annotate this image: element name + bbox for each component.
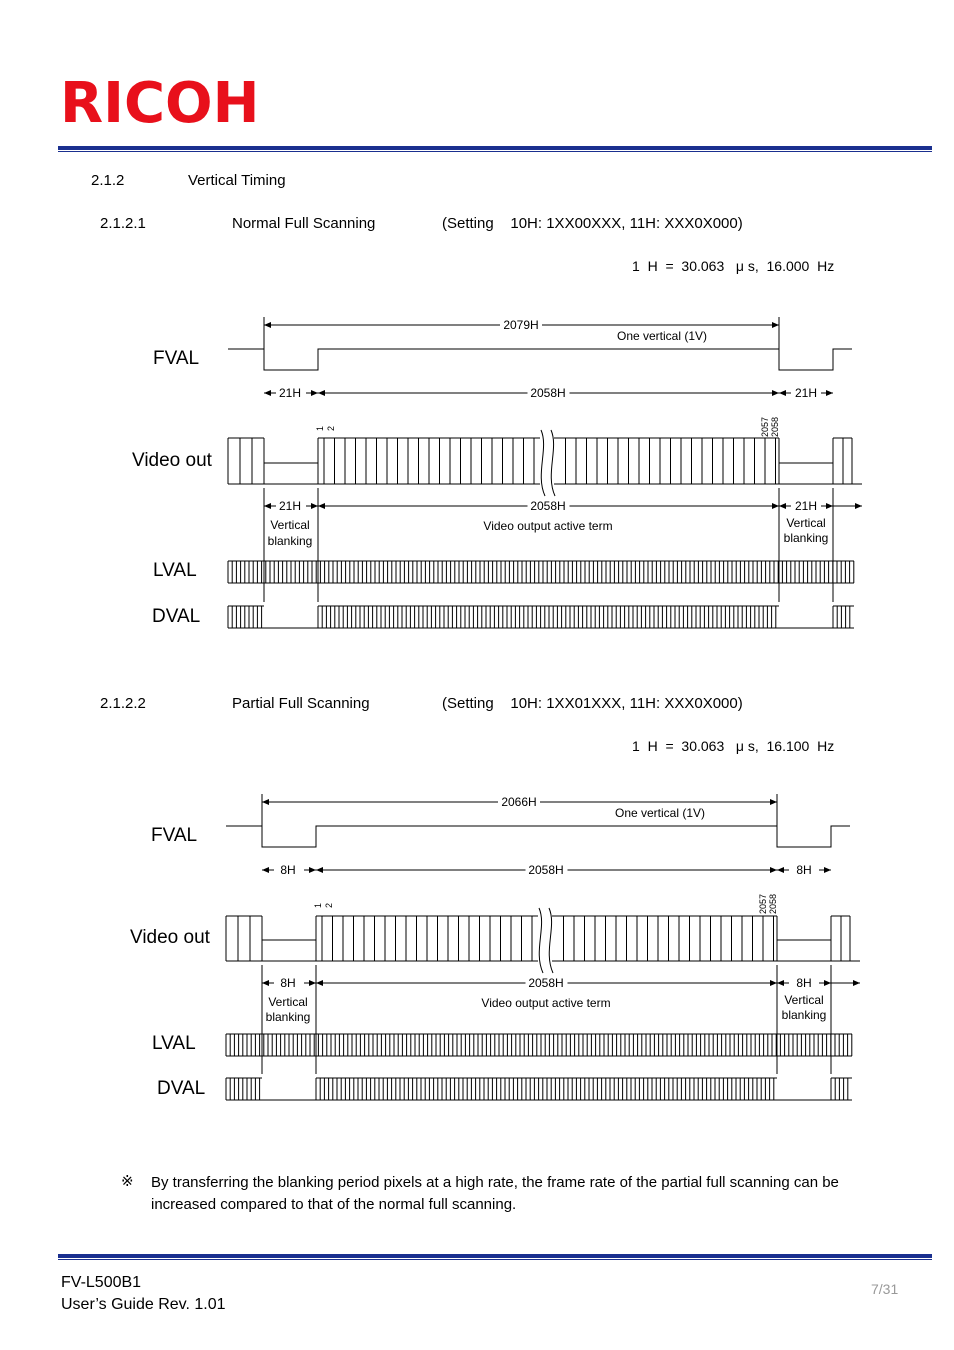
partial-active-top: 2058H xyxy=(528,863,564,877)
normal-dim-total-arrow-left xyxy=(264,322,271,328)
partial-dim-blank-right-arrow-left xyxy=(777,867,784,873)
normal-fval-label: FVAL xyxy=(153,348,200,369)
partial-dim-total-arrow-right xyxy=(770,799,777,805)
partial-lval-label: LVAL xyxy=(152,1033,196,1054)
partial-vb-right-1: Vertical xyxy=(784,993,824,1007)
normal-dim-active-2-arrow-right xyxy=(772,503,779,509)
normal-dim-blank-left-arrow-left xyxy=(264,390,271,396)
partial-blank-left: 8H xyxy=(280,863,296,877)
normal-one-vertical: One vertical (1V) xyxy=(616,329,708,343)
partial-dim-active-arrow-left xyxy=(316,867,323,873)
partial-vb-left-2: blanking xyxy=(265,1010,311,1024)
normal-blank-right: 21H xyxy=(794,386,818,400)
normal-dim-blank-right-arrow-left xyxy=(779,390,786,396)
partial-active-bottom: 2058H xyxy=(528,976,564,990)
normal-lval-label: LVAL xyxy=(153,560,197,581)
normal-blank-left: 21H xyxy=(278,386,302,400)
partial-title: Partial Full Scanning xyxy=(232,695,370,712)
partial-dim-blank-right-2-arrow-left xyxy=(777,980,784,986)
partial-dim-blank-right-2-arrow-right xyxy=(824,980,831,986)
partial-fval-label: FVAL xyxy=(151,825,198,846)
section-number: 2.1.2 xyxy=(91,172,125,189)
normal-fval-wave xyxy=(228,349,852,370)
partial-vb-left-1: Vertical xyxy=(268,995,308,1009)
normal-total-label: 2079H xyxy=(503,318,539,332)
partial-blank-right: 8H xyxy=(796,863,812,877)
partial-dim-total-arrow-left xyxy=(262,799,269,805)
partial-blank-right-2: 8H xyxy=(796,976,812,990)
normal-active-top: 2058H xyxy=(530,386,566,400)
note-text: By transferring the blanking period pixels at a high rate, the frame rate of the partial full scanning can be increased compared to that of the normal full scanning. xyxy=(151,1174,839,1213)
partial-line-2: 2 xyxy=(324,902,334,908)
normal-blank-right-2: 21H xyxy=(794,499,818,513)
normal-rate: 1 H = 30.063 μ s, 16.000 Hz xyxy=(632,258,835,274)
normal-dim-total-arrow-right xyxy=(772,322,779,328)
normal-title: Normal Full Scanning xyxy=(232,215,376,232)
partial-timing-diagram xyxy=(226,794,860,1100)
normal-dim-blank-left-2-arrow-left xyxy=(264,503,271,509)
partial-dim-blank-left-2-arrow-left xyxy=(262,980,269,986)
partial-line-1: 1 xyxy=(313,902,323,908)
normal-line-1: 1 xyxy=(315,425,325,431)
normal-dim-blank-right-arrow-right xyxy=(826,390,833,396)
footer-rule xyxy=(58,1254,932,1258)
normal-setting: (Setting 10H: 1XX00XXX, 11H: XXX0X000) xyxy=(442,215,743,232)
normal-timing-diagram xyxy=(228,317,862,628)
footer-rule-thin xyxy=(58,1259,932,1260)
footer-guide: User’s Guide Rev. 1.01 xyxy=(61,1296,226,1313)
normal-dim-blank-left-2-arrow-right xyxy=(311,503,318,509)
normal-dim-tail-arrow xyxy=(855,503,862,509)
normal-video-label: Video out xyxy=(132,450,212,471)
partial-dim-blank-left-arrow-right xyxy=(309,867,316,873)
partial-total-label: 2066H xyxy=(501,795,537,809)
normal-dim-blank-left-arrow-right xyxy=(311,390,318,396)
normal-line-2058: 2058 xyxy=(770,416,780,437)
partial-one-vertical: One vertical (1V) xyxy=(614,806,706,820)
partial-fval-wave xyxy=(226,826,850,847)
partial-line-2058: 2058 xyxy=(768,893,778,914)
normal-active-bottom: 2058H xyxy=(530,499,566,513)
partial-dim-blank-right-arrow-right xyxy=(824,867,831,873)
partial-active-term: Video output active term xyxy=(481,996,611,1010)
normal-line-2057: 2057 xyxy=(760,416,770,437)
partial-blank-left-2: 8H xyxy=(280,976,296,990)
partial-dim-active-arrow-right xyxy=(770,867,777,873)
page-number: 7/31 xyxy=(871,1281,899,1297)
normal-dim-blank-right-2-arrow-right xyxy=(826,503,833,509)
ricoh-logo: RICOH xyxy=(60,71,260,136)
partial-dim-active-2-arrow-left xyxy=(316,980,323,986)
normal-dim-active-2-arrow-left xyxy=(318,503,325,509)
note-mark: ※ xyxy=(121,1173,134,1190)
footer-model: FV-L500B1 xyxy=(61,1274,142,1291)
partial-rate: 1 H = 30.063 μ s, 16.100 Hz xyxy=(632,738,835,754)
partial-dval-label: DVAL xyxy=(157,1078,206,1099)
normal-vb-right-1: Vertical xyxy=(786,516,826,530)
partial-setting: (Setting 10H: 1XX01XXX, 11H: XXX0X000) xyxy=(442,695,743,712)
partial-vb-right-2: blanking xyxy=(781,1008,827,1022)
partial-line-2057: 2057 xyxy=(758,893,768,914)
normal-dim-active-arrow-right xyxy=(772,390,779,396)
partial-dim-blank-left-arrow-left xyxy=(262,867,269,873)
normal-dim-active-arrow-left xyxy=(318,390,325,396)
normal-active-term: Video output active term xyxy=(483,519,613,533)
normal-line-2: 2 xyxy=(326,425,336,431)
normal-number: 2.1.2.1 xyxy=(100,215,146,232)
section-title: Vertical Timing xyxy=(188,172,286,189)
normal-blank-left-2: 21H xyxy=(278,499,302,513)
normal-dim-blank-right-2-arrow-left xyxy=(779,503,786,509)
normal-vb-left-2: blanking xyxy=(267,534,313,548)
partial-dim-tail-arrow xyxy=(853,980,860,986)
partial-dim-blank-left-2-arrow-right xyxy=(309,980,316,986)
partial-number: 2.1.2.2 xyxy=(100,695,146,712)
partial-dim-active-2-arrow-right xyxy=(770,980,777,986)
normal-vb-left-1: Vertical xyxy=(270,518,310,532)
partial-video-label: Video out xyxy=(130,927,210,948)
normal-dval-label: DVAL xyxy=(152,606,201,627)
normal-vb-right-2: blanking xyxy=(783,531,829,545)
